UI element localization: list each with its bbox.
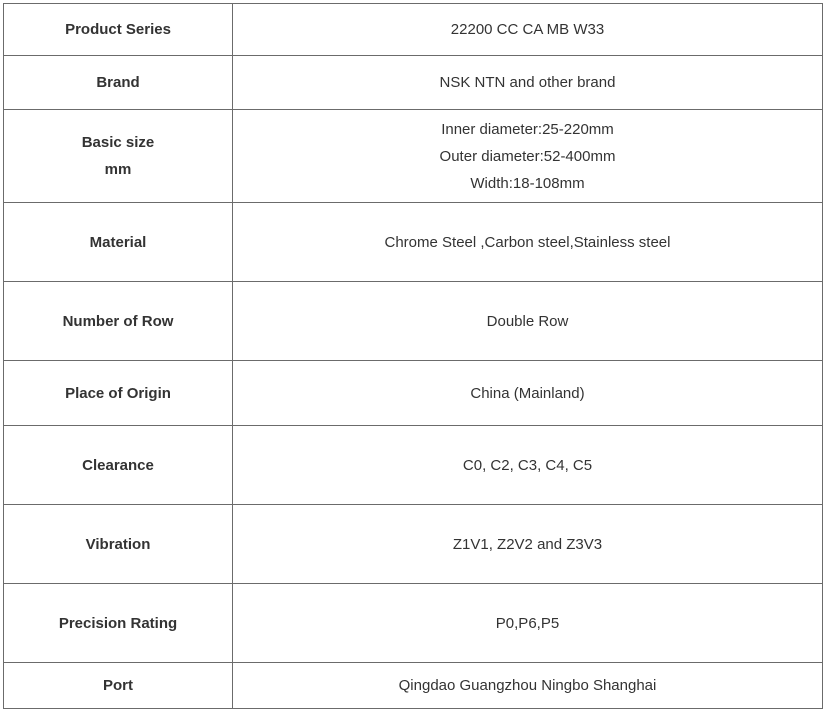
row-value: 22200 CC CA MB W33	[233, 4, 823, 56]
table-row	[4, 505, 823, 584]
row-label: Precision Rating	[4, 584, 233, 663]
row-label: Brand	[4, 56, 233, 110]
spec-table	[3, 3, 823, 709]
row-label-line: mm	[104, 161, 132, 178]
table-row	[4, 282, 823, 361]
row-label-line: Basic size	[81, 134, 155, 151]
row-label: Vibration	[4, 505, 233, 584]
row-value-line: Outer diameter:52-400mm	[439, 147, 616, 165]
row-label	[4, 110, 233, 203]
row-label: Clearance	[4, 426, 233, 505]
row-value: China (Mainland)	[233, 361, 823, 426]
row-value: C0, C2, C3, C4, C5	[233, 426, 823, 505]
row-value: Double Row	[233, 282, 823, 361]
table-row	[4, 110, 823, 203]
row-value: Chrome Steel ,Carbon steel,Stainless steel	[233, 203, 823, 282]
row-value: NSK NTN and other brand	[233, 56, 823, 110]
row-label: Place of Origin	[4, 361, 233, 426]
table-row	[4, 56, 823, 110]
row-label: Material	[4, 203, 233, 282]
table-row	[4, 426, 823, 505]
table-row	[4, 203, 823, 282]
table-row	[4, 584, 823, 663]
table-row	[4, 4, 823, 56]
table-row	[4, 663, 823, 709]
row-label: Port	[4, 663, 233, 709]
table-row	[4, 361, 823, 426]
row-value: Z1V1, Z2V2 and Z3V3	[233, 505, 823, 584]
row-label: Number of Row	[4, 282, 233, 361]
row-value: Qingdao Guangzhou Ningbo Shanghai	[233, 663, 823, 709]
row-value: P0,P6,P5	[233, 584, 823, 663]
row-value	[233, 110, 823, 203]
row-value-line: Width:18-108mm	[470, 174, 585, 192]
row-label: Product Series	[4, 4, 233, 56]
row-value-line: Inner diameter:25-220mm	[441, 120, 614, 138]
